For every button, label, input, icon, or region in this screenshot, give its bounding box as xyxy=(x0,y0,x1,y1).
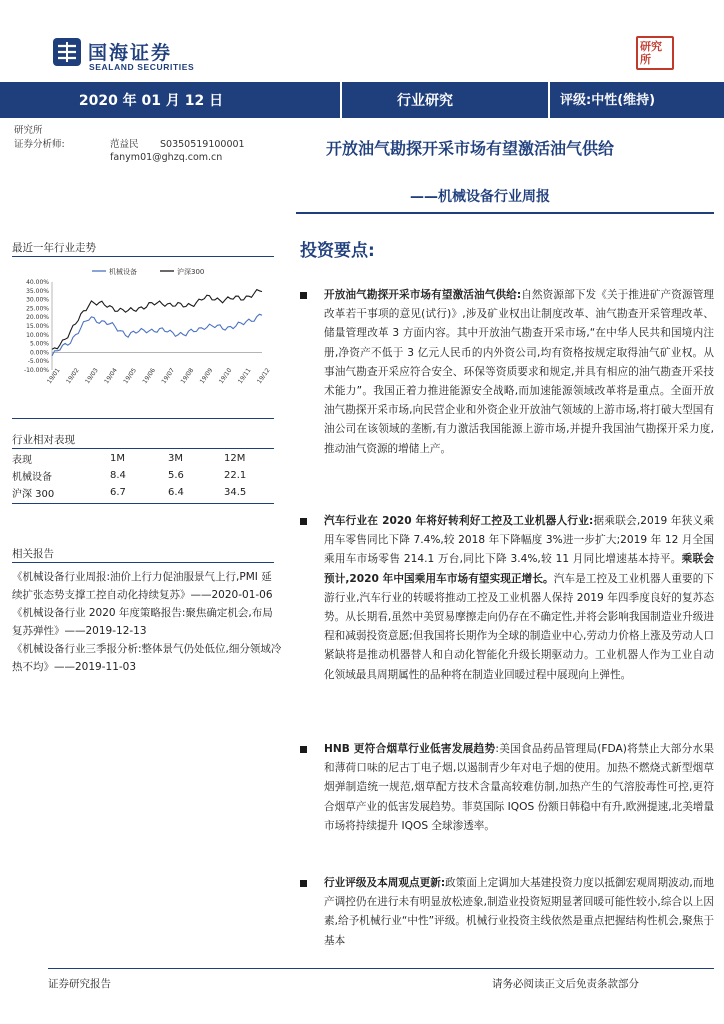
trend-heading: 最近一年行业走势 xyxy=(12,242,96,254)
x-tick-label: 19/06 xyxy=(141,366,158,386)
key-point-text: 政策面上定调加大基建投资力度以抵御宏观周期波动,而地产调控仍在进行未有明显放松迹象,制造业投资短期显著回暖可能性较小,综合以上因素,给予机械行业“中性”评级。机械行业投资主线依然是重点把握结构性机会,聚焦于基本 xyxy=(324,877,714,947)
analyst-info xyxy=(14,124,245,165)
x-tick-label: 19/01 xyxy=(45,366,62,386)
x-tick-label: 19/04 xyxy=(103,366,119,386)
industry-rating: 评级:中性(维持) xyxy=(560,93,656,108)
table-cell: 沪深 300 xyxy=(12,489,55,500)
chart-lines xyxy=(52,290,262,356)
series-line-index xyxy=(52,290,262,350)
column-header: 12M xyxy=(224,453,246,464)
report-subtitle: ——机械设备行业周报 xyxy=(410,189,550,205)
x-tick-label: 19/12 xyxy=(255,366,272,386)
key-point-lead: HNB 更符合烟草行业低害发展趋势 xyxy=(324,743,496,755)
report-link[interactable]: 《机械设备行业周报:油价上行力促油服景气上行,PMI 延续扩张态势支撑工控自动化持续复苏》——2020-01-06 xyxy=(12,571,273,601)
related-reports xyxy=(12,568,282,676)
y-tick-label: 0.00% xyxy=(29,349,49,357)
x-axis xyxy=(46,352,272,385)
key-point-lead: 行业评级及本周观点更新: xyxy=(324,877,446,889)
column-header: 1M xyxy=(110,453,125,464)
y-tick-label: 35.00% xyxy=(26,287,49,295)
page-header xyxy=(0,0,724,82)
table-row xyxy=(12,484,274,501)
x-tick-label: 19/10 xyxy=(217,366,234,386)
analyst-license: S0350519100001 xyxy=(160,138,245,150)
y-tick-label: -10.00% xyxy=(23,367,49,374)
bar-divider xyxy=(340,82,342,118)
sidebar-divider xyxy=(12,562,274,563)
y-tick-label: 40.00% xyxy=(26,279,49,286)
performance-table xyxy=(12,450,274,501)
company-logo-icon xyxy=(52,37,82,67)
y-tick-label: 20.00% xyxy=(26,314,49,322)
report-category: 行业研究 xyxy=(397,93,453,109)
legend-label-industry: 机械设备 xyxy=(109,268,137,276)
table-cell: 22.1 xyxy=(224,470,247,481)
research-seal xyxy=(636,36,674,70)
table-header-row xyxy=(12,450,274,467)
footer-disclaimer[interactable]: 请务必阅读正文后免责条款部分 xyxy=(492,978,639,990)
analyst-email[interactable]: fanym01@ghzq.com.cn xyxy=(110,152,223,163)
x-tick-label: 19/05 xyxy=(122,366,138,386)
bullet-icon xyxy=(300,292,307,299)
key-point-text: 据乘联会,2019 年狭义乘用车零售同比下降 7.4%,较 2018 年下降幅度 3%进一步扩大;2019 年 12 月全国乘用车市场零售 214.1 万台,同比下降 3.4%,较 11 月同比增速基本持平。 xyxy=(324,515,714,566)
y-tick-label: 10.00% xyxy=(26,331,49,339)
bullet-icon xyxy=(300,880,307,887)
y-tick-label: 30.00% xyxy=(26,296,49,304)
legend-label-index: 沪深300 xyxy=(177,268,205,276)
x-tick-label: 19/09 xyxy=(198,366,215,386)
table-cell: 34.5 xyxy=(224,487,247,498)
company-name-cn: 国海证券 xyxy=(88,42,173,64)
report-link[interactable]: 《机械设备行业 2020 年度策略报告:聚焦确定机会,布局复苏弹性》——2019-12-13 xyxy=(12,607,273,637)
table-cell: 5.6 xyxy=(168,470,184,481)
table-cell: 6.7 xyxy=(110,487,126,498)
reports-heading: 相关报告 xyxy=(12,548,54,560)
key-point xyxy=(300,286,714,459)
report-link[interactable]: 《机械设备行业三季报分析:整体景气仍处低位,细分领域冷热不均》——2019-11-03 xyxy=(12,643,282,673)
key-point xyxy=(300,874,714,951)
report-title: 开放油气勘探开采市场有望激活油气供给 xyxy=(326,139,615,158)
x-tick-label: 19/08 xyxy=(179,366,196,386)
column-header: 3M xyxy=(168,453,183,464)
sidebar-divider xyxy=(12,503,274,504)
key-point xyxy=(300,512,714,685)
x-tick-label: 19/03 xyxy=(84,366,100,386)
key-point-lead: 开放油气勘探开采市场有望激活油气供给: xyxy=(324,289,522,301)
trend-chart xyxy=(12,262,274,392)
analyst-name: 范益民 xyxy=(110,138,139,150)
bar-divider xyxy=(548,82,550,118)
y-tick-label: 5.00% xyxy=(29,340,49,348)
key-point-lead: 汽车行业在 2020 年将好转利好工控及工业机器人行业: xyxy=(324,515,594,527)
table-cell: 6.4 xyxy=(168,487,184,498)
x-tick-label: 19/11 xyxy=(236,366,253,386)
table-cell: 8.4 xyxy=(110,470,126,481)
seal-text: 研究所 xyxy=(640,40,662,66)
key-point-emphasis: 乘联会预计,2020 年中国乘用车市场有望实现正增长。 xyxy=(324,553,715,585)
y-tick-label: -5.00% xyxy=(27,358,49,366)
bullet-icon xyxy=(300,518,307,525)
column-header: 表现 xyxy=(12,455,32,466)
bullet-icon xyxy=(300,746,307,753)
x-tick-label: 19/07 xyxy=(160,366,177,386)
table-row xyxy=(12,467,274,484)
footer-divider xyxy=(48,968,714,969)
key-point-text: 自然资源部下发《关于推进矿产资源管理改革若干事项的意见(试行)》,涉及矿业权出让制度改革、油气勘查开采管理改革、储量管理改革 3 方面内容。其中开放油气勘查开采市场,“在中华人民共和国境内注册,净资产不低于 3 亿元人民币的内外资公司,均有资格按规定取得油气矿业权。从事油气勘查开采应符合安全、环保等资质要求和规定,并具有相应的油气勘查开采技术能力”。我国正着力推进能源安全战略,而加速能源领域改革将是重点。全面开放油气勘探开采市场,向民营企业和外资企业开放油气领域的上游市场,将打破大型国有油公司在该领域的垄断,有力激活我国能源上游市场,并提升我国油气勘探开采力度,推动油气资源的增储上产。 xyxy=(324,289,714,455)
dept-label: 研究所 xyxy=(14,125,43,136)
report-date: 2020 年 01 月 12 日 xyxy=(78,93,224,109)
title-divider xyxy=(296,212,714,214)
company-name-en: SEALAND SECURITIES xyxy=(89,62,195,72)
analyst-role: 证券分析师: xyxy=(14,138,65,150)
table-cell: 机械设备 xyxy=(12,472,52,483)
y-axis xyxy=(24,279,52,374)
sidebar-divider xyxy=(12,448,274,449)
sidebar-divider xyxy=(12,418,274,419)
y-tick-label: 25.00% xyxy=(26,305,49,313)
chart-legend xyxy=(92,267,204,276)
key-point xyxy=(300,740,714,836)
sidebar-divider xyxy=(12,256,274,257)
y-tick-label: 15.00% xyxy=(26,323,49,330)
key-points-heading: 投资要点: xyxy=(300,241,375,261)
footer-label: 证券研究报告 xyxy=(48,978,111,990)
x-tick-label: 19/02 xyxy=(64,366,81,386)
key-point-text: :美国食品药品管理局(FDA)将禁止大部分水果和薄荷口味的尼古丁电子烟,以遏制青少年对电子烟的使用。加热不燃烧式新型烟草烟弹制造统一规范,烟草配方技术含量高较难仿制,加热产生的气溶胶毒性可控,更符合烟草产业的低害发展趋势。菲莫国际 IQOS 份额日韩稳中有升,欧洲提速,北美增量市场将持续提升 IQOS 全球渗透率。 xyxy=(324,743,714,832)
key-point-text: 汽车是工控及工业机器人重要的下游行业,汽车行业的转暖将推动工控及工业机器人保持 2019 年四季度良好的复苏态势。从长期看,虽然中美贸易摩擦走向仍存在不确定性,并将会影响我国制造业升级进程和减弱投资意愿;但我国将长期作为全球的制造业中心,劳动力价格上涨及劳动人口紧缺将是推动机器替人和自动化智能化升级长期驱动力。工业机器人作为工业自动化领域最具周期属性的品种将在制造业回暖过程中展现向上弹性。 xyxy=(324,572,714,681)
performance-heading: 行业相对表现 xyxy=(12,434,75,446)
series-line-industry xyxy=(52,314,262,356)
